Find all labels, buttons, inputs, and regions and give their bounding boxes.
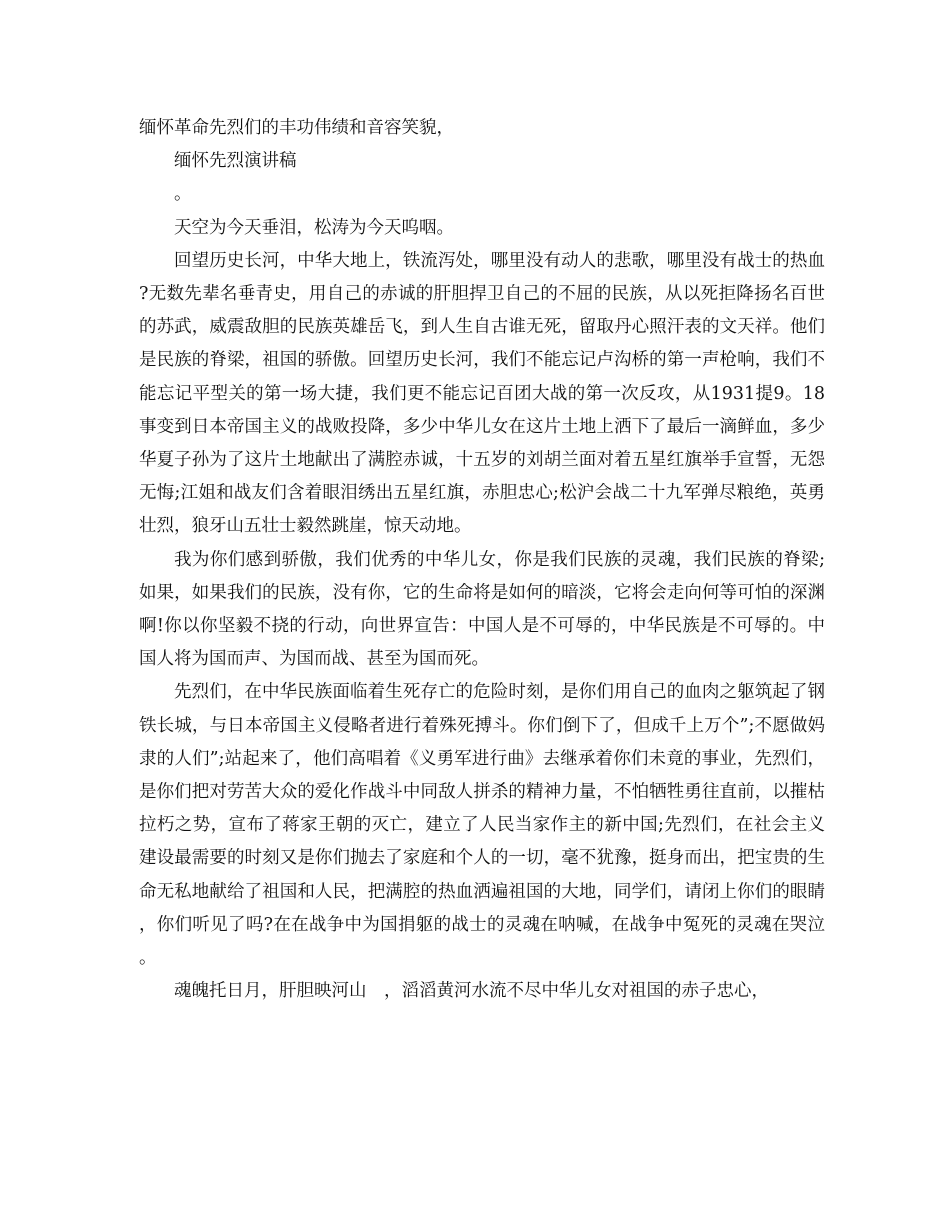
document-page bbox=[139, 112, 825, 1008]
opening-line: 缅怀革命先烈们的丰功伟绩和音容笑貌， bbox=[139, 118, 454, 138]
paragraph-closing: 魂魄托日月，肝胆映河山 ，滔滔黄河水流不尽中华儿女对祖国的赤子忠心， bbox=[174, 981, 769, 1002]
document-title: 缅怀先烈演讲稿 bbox=[174, 151, 297, 172]
paragraph-pride: 我为你们感到骄傲，我们优秀的中华儿女，你是我们民族的灵魂，我们民族的脊梁;如果，如果我们的民族，没有你，它的生命将是如何的暗淡，它将会走向何等可怕的深渊啊!你以你坚毅不挠的行动，向世界宣告：中国人是不可辱的，中华民族是不可辱的。中国人将为国而声、为国而战、甚至为国而死。 bbox=[139, 549, 825, 670]
paragraph-history: 回望历史长河，中华大地上，铁流泻处，哪里没有动人的悲歌，哪里没有战士的热血?无数先辈名垂青史，用自己的赤诚的肝胆捍卫自己的不屈的民族，从以死拒降扬名百世的苏武，威震敌胆的民族英雄岳飞，到人生自古谁无死，留取丹心照汗表的文天祥。他们是民族的脊梁，祖国的骄傲。回望历史长河，我们不能忘记卢沟桥的第一声枪响，我们不能忘记平型关的第一场大捷，我们更不能忘记百团大战的第一次反攻，从1931提9。18事变到日本帝国主义的战败投降，多少中华儿女在这片土地上洒下了最后一滴鲜血，多少华夏子孙为了这片土地献出了满腔赤诚，十五岁的刘胡兰面对着五星红旗举手宣誓，无怨无悔;江姐和战友们含着眼泪绣出五星红旗，赤胆忠心;松沪会战二十九军弹尽粮绝，英勇壮烈，狼牙山五壮士毅然跳崖，惊天动地。 bbox=[139, 250, 825, 537]
paragraph-sky: 天空为今天垂泪，松涛为今天呜咽。 bbox=[174, 217, 454, 238]
paragraph-martyrs: 先烈们，在中华民族面临着生死存亡的危险时刻，是你们用自己的血肉之躯筑起了钢铁长城，与日本帝国主义侵略者进行着殊死搏斗。你们倒下了，但成千上万个”;不愿做妈隶的人们”;站起来了，他们高唱着《义勇军进行曲》去继承着你们未竟的事业，先烈们，是你们把对劳苦大众的爱化作战斗中同敌人拼杀的精神力量，不怕牺牲勇往直前，以摧枯拉朽之势，宣布了蒋家王朝的灭亡，建立了人民当家作主的新中国;先烈们，在社会主义建设最需要的时刻又是你们抛去了家庭和个人的一切，毫不犹豫，挺身而出，把宝贵的生命无私地献给了祖国和人民，把满腔的热血洒遍祖国的大地，同学们，请闭上你们的眼睛，你们听见了吗?在在战争中为国捐躯的战士的灵魂在呐喊，在战争中冤死的灵魂在哭泣。 bbox=[139, 682, 825, 969]
punctuation-line: 。 bbox=[174, 184, 192, 205]
